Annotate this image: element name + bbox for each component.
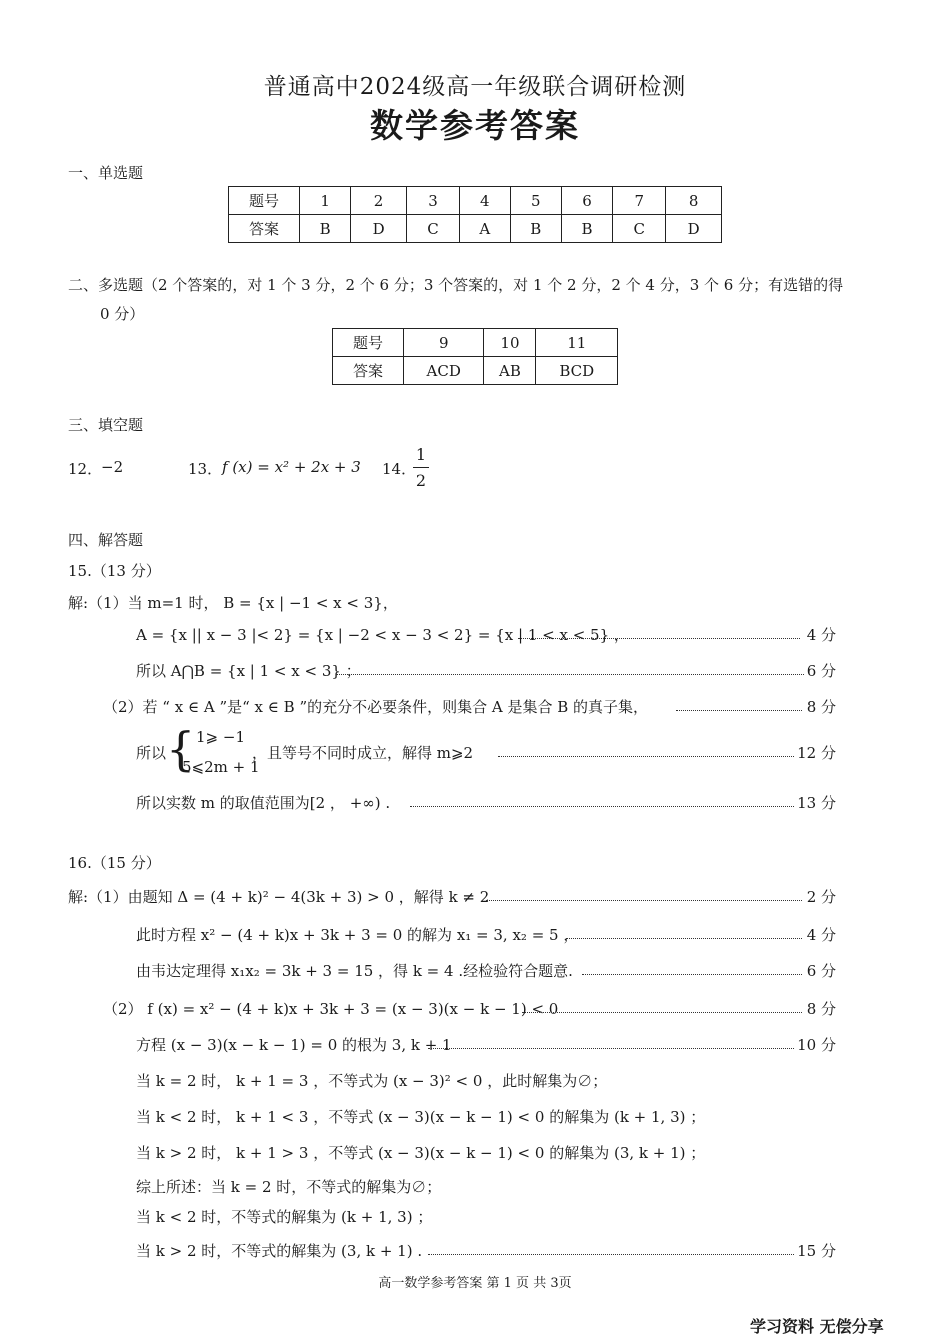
table-cell: D bbox=[666, 215, 722, 243]
leader-dots bbox=[518, 638, 800, 639]
system-brace: { bbox=[166, 722, 196, 776]
q12-number: 12． bbox=[68, 460, 103, 478]
section1-heading: 一、单选题 bbox=[68, 164, 144, 182]
single-choice-table bbox=[228, 186, 722, 243]
leader-dots bbox=[336, 674, 804, 675]
multi-choice-table bbox=[332, 328, 618, 385]
p15-line6: 所以实数 m 的取值范围为[2 ， +∞) . bbox=[136, 794, 391, 812]
leader-dots bbox=[582, 974, 802, 975]
leader-dots bbox=[522, 1012, 802, 1013]
table-header-cell: 答案 bbox=[333, 357, 404, 385]
table-cell: 6 bbox=[561, 187, 612, 215]
score-label: 6 分 bbox=[806, 962, 836, 980]
p16-line1: 解:（1）由题知 Δ = (4 + k)² − 4(3k + 3) > 0 ，解得 k ≠ 2 bbox=[68, 888, 490, 906]
table-cell: B bbox=[300, 215, 351, 243]
p16-header: 16.（15 分） bbox=[68, 854, 161, 872]
score-label: 6 分 bbox=[806, 662, 836, 680]
p15-line2: A = {x || x − 3 |< 2} = {x | −2 < x − 3 < 2} = {x | 1 < x < 5} ， bbox=[136, 626, 629, 644]
p15-line3: 所以 A⋂B = {x | 1 < x < 3} ； bbox=[136, 662, 361, 680]
p16-line2: 此时方程 x² − (4 + k)x + 3k + 3 = 0 的解为 x₁ = 3, x₂ = 5 ， bbox=[136, 926, 579, 944]
table-cell: 3 bbox=[406, 187, 459, 215]
table-cell: ACD bbox=[404, 357, 484, 385]
table-cell: BCD bbox=[536, 357, 618, 385]
table-row bbox=[333, 329, 618, 357]
p15-header: 15.（13 分） bbox=[68, 562, 161, 580]
q13-number: 13． bbox=[188, 460, 223, 478]
table-header-cell: 答案 bbox=[229, 215, 300, 243]
table-cell: C bbox=[613, 215, 666, 243]
section4-heading: 四、解答题 bbox=[68, 531, 144, 549]
leader-dots bbox=[486, 900, 802, 901]
score-label: 2 分 bbox=[806, 888, 836, 906]
leader-dots bbox=[676, 710, 802, 711]
table-cell: 8 bbox=[666, 187, 722, 215]
q14-number: 14． bbox=[382, 460, 417, 478]
leader-dots bbox=[566, 938, 802, 939]
q12-answer: −2 bbox=[101, 458, 124, 476]
table-cell: 10 bbox=[484, 329, 536, 357]
fraction-numerator: 1 bbox=[415, 445, 427, 464]
fraction-bar bbox=[413, 467, 429, 468]
table-header-cell: 题号 bbox=[229, 187, 300, 215]
page-title: 普通高中2024级高一年级联合调研检测 bbox=[263, 74, 687, 100]
table-cell: B bbox=[510, 215, 561, 243]
p16-line5: 方程 (x − 3)(x − k − 1) = 0 的根为 3, k + 1 bbox=[136, 1036, 452, 1054]
page-footer: 高一数学参考答案 第 1 页 共 3页 bbox=[378, 1276, 572, 1291]
p15-line1: 解:（1）当 m=1 时， B = {x | −1 < x < 3}， bbox=[68, 594, 398, 612]
p15-line5-prefix: 所以 bbox=[136, 744, 167, 762]
score-label: 13 分 bbox=[797, 794, 836, 812]
watermark-text: 学习资料 无偿分享 bbox=[750, 1317, 884, 1336]
q13-answer: f (x) = x² + 2x + 3 bbox=[222, 458, 361, 476]
table-cell: A bbox=[460, 215, 511, 243]
p16-line9: 综上所述：当 k = 2 时，不等式的解集为∅； bbox=[136, 1178, 442, 1196]
score-label: 8 分 bbox=[806, 698, 836, 716]
table-cell: C bbox=[406, 215, 459, 243]
section2-heading-cont: 0 分） bbox=[100, 305, 145, 323]
p16-line3: 由韦达定理得 x₁x₂ = 3k + 3 = 15 ，得 k = 4 .经检验符合题意. bbox=[136, 962, 573, 980]
page-subtitle: 数学参考答案 bbox=[370, 106, 580, 145]
score-label: 4 分 bbox=[806, 926, 836, 944]
leader-dots bbox=[428, 1254, 794, 1255]
q14-fraction bbox=[413, 445, 429, 490]
leader-dots bbox=[410, 806, 794, 807]
score-label: 8 分 bbox=[806, 1000, 836, 1018]
table-cell: 7 bbox=[613, 187, 666, 215]
p16-line7: 当 k < 2 时， k + 1 < 3 ，不等式 (x − 3)(x − k − 1) < 0 的解集为 (k + 1, 3) ； bbox=[136, 1108, 706, 1126]
table-cell: 11 bbox=[536, 329, 618, 357]
p16-line4: （2） f (x) = x² − (4 + k)x + 3k + 3 = (x − 3)(x − k − 1) < 0 bbox=[103, 1000, 559, 1018]
table-cell: 9 bbox=[404, 329, 484, 357]
table-cell: 5 bbox=[510, 187, 561, 215]
p16-line8: 当 k > 2 时， k + 1 > 3 ，不等式 (x − 3)(x − k − 1) < 0 的解集为 (3, k + 1) ； bbox=[136, 1144, 706, 1162]
leader-dots bbox=[428, 1048, 794, 1049]
p15-system-eq1: 1⩾ −1 bbox=[196, 728, 245, 746]
fraction-denominator: 2 bbox=[415, 471, 427, 490]
table-row bbox=[229, 215, 722, 243]
table-cell: 2 bbox=[351, 187, 407, 215]
table-row bbox=[229, 187, 722, 215]
table-row bbox=[333, 357, 618, 385]
p15-line4: （2）若 “ x ∈ A ”是“ x ∈ B ”的充分不必要条件，则集合 A 是集合 B 的真子集， bbox=[103, 698, 649, 716]
table-cell: 1 bbox=[300, 187, 351, 215]
table-cell: D bbox=[351, 215, 407, 243]
p16-line11: 当 k > 2 时，不等式的解集为 (3, k + 1) . bbox=[136, 1242, 423, 1260]
section3-heading: 三、填空题 bbox=[68, 416, 144, 434]
score-label: 10 分 bbox=[797, 1036, 836, 1054]
table-header-cell: 题号 bbox=[333, 329, 404, 357]
leader-dots bbox=[498, 756, 794, 757]
table-cell: 4 bbox=[460, 187, 511, 215]
score-label: 4 分 bbox=[806, 626, 836, 644]
section2-heading: 二、多选题（2 个答案的，对 1 个 3 分，2 个 6 分；3 个答案的，对 1 个 2 分，2 个 4 分，3 个 6 分；有选错的得 bbox=[68, 276, 844, 294]
table-cell: B bbox=[561, 215, 612, 243]
p15-line5-text: ，且等号不同时成立，解得 m⩾2 bbox=[252, 744, 474, 762]
score-label: 12 分 bbox=[797, 744, 836, 762]
score-label: 15 分 bbox=[797, 1242, 836, 1260]
p16-line6: 当 k = 2 时， k + 1 = 3 ，不等式为 (x − 3)² < 0 ，此时解集为∅； bbox=[136, 1072, 608, 1090]
p16-line10: 当 k < 2 时，不等式的解集为 (k + 1, 3) ； bbox=[136, 1208, 433, 1226]
p15-system-eq2: 5⩽2m + 1 bbox=[182, 758, 260, 776]
table-cell: AB bbox=[484, 357, 536, 385]
